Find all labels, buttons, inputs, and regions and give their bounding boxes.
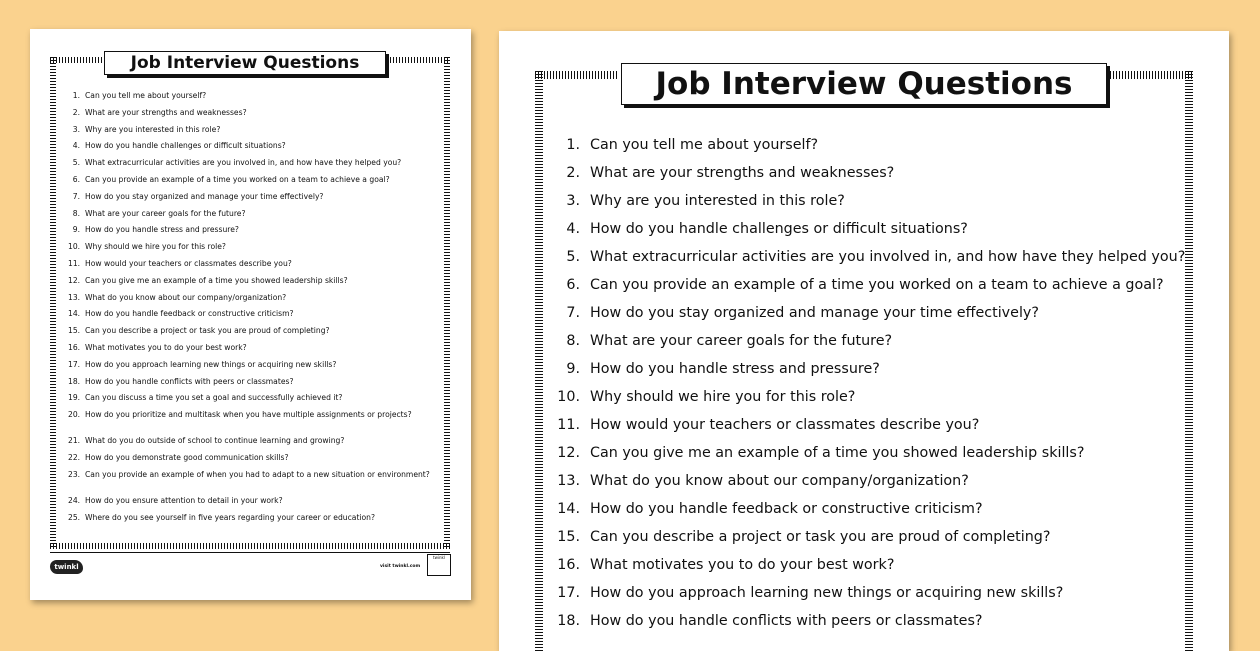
question-number: 4.	[566, 221, 580, 237]
border-left	[535, 71, 543, 651]
question-number: 18.	[557, 613, 580, 629]
question-item	[554, 583, 1204, 611]
question-text: Can you discuss a time you set a goal and successfully achieved it?	[85, 393, 343, 403]
twinkl-logo: twinkl	[50, 560, 83, 574]
question-text: How do you approach learning new things or acquiring new skills?	[85, 359, 337, 369]
question-item	[554, 303, 1204, 331]
question-text: How do you ensure attention to detail in your work?	[85, 495, 283, 505]
question-text: What are your career goals for the future?	[590, 333, 893, 349]
question-item	[68, 393, 438, 410]
border-top	[1110, 71, 1193, 79]
question-item	[554, 611, 1204, 639]
question-item	[68, 192, 438, 209]
question-item	[68, 158, 438, 175]
question-text: What motivates you to do your best work?	[590, 557, 895, 573]
question-item	[68, 242, 438, 259]
question-item	[68, 470, 438, 496]
question-item	[68, 453, 438, 470]
question-text: Can you tell me about yourself?	[590, 137, 819, 153]
question-item	[68, 377, 438, 394]
question-number: 3.	[72, 124, 80, 134]
question-number: 7.	[72, 191, 80, 201]
question-number: 15.	[557, 529, 580, 545]
question-item	[68, 326, 438, 343]
question-number: 6.	[566, 277, 580, 293]
question-number: 1.	[566, 137, 580, 153]
question-text: Can you give me an example of a time you showed leadership skills?	[85, 275, 348, 285]
question-number: 13.	[68, 292, 81, 302]
question-text: How would your teachers or classmates describe you?	[85, 258, 292, 268]
question-text: Why are you interested in this role?	[85, 124, 221, 134]
question-number: 3.	[566, 193, 580, 209]
question-item	[554, 359, 1204, 387]
question-text: What are your strengths and weaknesses?	[85, 107, 247, 117]
question-item	[554, 331, 1204, 359]
question-number: 2.	[566, 165, 580, 181]
question-number: 10.	[68, 242, 81, 252]
question-item	[554, 219, 1204, 247]
question-text: How do you approach learning new things or acquiring new skills?	[590, 585, 1064, 601]
question-number: 17.	[557, 585, 580, 601]
question-text: How do you handle challenges or difficult situations?	[590, 221, 968, 237]
question-text: How do you stay organized and manage your time effectively?	[590, 305, 1039, 321]
question-list	[68, 91, 438, 529]
question-number: 14.	[557, 501, 580, 517]
question-text: Can you provide an example of when you had to adapt to a new situation or environment?	[85, 469, 430, 479]
border-right	[444, 57, 450, 549]
question-number: 5.	[72, 158, 80, 168]
worksheet-preview[interactable]	[499, 31, 1229, 651]
question-item	[554, 443, 1204, 471]
question-item	[554, 387, 1204, 415]
question-text: How do you handle stress and pressure?	[85, 225, 239, 235]
question-number: 10.	[557, 389, 580, 405]
question-item	[554, 415, 1204, 443]
badge-icon: twinkl	[427, 554, 451, 576]
question-number: 12.	[68, 275, 81, 285]
question-text: Why should we hire you for this role?	[590, 389, 856, 405]
question-item	[68, 360, 438, 377]
question-list	[554, 135, 1204, 639]
question-number: 11.	[557, 417, 580, 433]
question-text: What are your career goals for the future?	[85, 208, 246, 218]
question-text: How do you handle challenges or difficult situations?	[85, 141, 286, 151]
border-top	[390, 57, 450, 63]
footer-divider	[50, 552, 450, 553]
question-item	[554, 135, 1204, 163]
question-number: 24.	[68, 495, 81, 505]
border-bottom	[50, 543, 450, 549]
question-item	[68, 436, 438, 453]
question-number: 22.	[68, 452, 81, 462]
question-item	[68, 309, 438, 326]
question-text: How do you handle feedback or constructive criticism?	[85, 309, 294, 319]
question-item	[554, 275, 1204, 303]
question-text: Can you provide an example of a time you worked on a team to achieve a goal?	[590, 277, 1164, 293]
question-item	[68, 496, 438, 513]
question-item	[68, 108, 438, 125]
question-item	[68, 276, 438, 293]
question-text: How do you stay organized and manage your time effectively?	[85, 191, 324, 201]
question-text: How do you prioritize and multitask when you have multiple assignments or projects?	[85, 410, 412, 420]
question-number: 5.	[566, 249, 580, 265]
border-top	[535, 71, 619, 79]
question-item	[554, 191, 1204, 219]
question-text: What extracurricular activities are you involved in, and how have they helped you?	[590, 249, 1186, 265]
question-item	[68, 141, 438, 158]
question-text: Can you provide an example of a time you worked on a team to achieve a goal?	[85, 174, 390, 184]
question-item	[68, 410, 438, 436]
question-number: 16.	[557, 557, 580, 573]
question-text: How would your teachers or classmates describe you?	[590, 417, 980, 433]
question-text: How do you handle feedback or constructive criticism?	[590, 501, 983, 517]
question-number: 21.	[68, 436, 81, 446]
question-item	[68, 225, 438, 242]
question-number: 9.	[566, 361, 580, 377]
question-number: 23.	[68, 469, 81, 479]
question-item	[554, 499, 1204, 527]
question-item	[68, 209, 438, 226]
question-text: How do you handle stress and pressure?	[590, 361, 880, 377]
question-number: 2.	[72, 107, 80, 117]
question-number: 7.	[566, 305, 580, 321]
question-item	[68, 513, 438, 530]
question-number: 4.	[72, 141, 80, 151]
question-item	[554, 555, 1204, 583]
page-title: Job Interview Questions	[104, 51, 386, 75]
question-number: 1.	[72, 91, 80, 100]
question-text: What do you know about our company/organization?	[85, 292, 287, 302]
question-number: 18.	[68, 376, 81, 386]
question-text: How do you handle conflicts with peers or classmates?	[85, 376, 294, 386]
question-item	[554, 527, 1204, 555]
question-text: Why are you interested in this role?	[590, 193, 845, 209]
question-text: What motivates you to do your best work?	[85, 342, 247, 352]
question-text: How do you handle conflicts with peers or classmates?	[590, 613, 983, 629]
question-number: 13.	[557, 473, 580, 489]
border-left	[50, 57, 56, 549]
question-text: What are your strengths and weaknesses?	[590, 165, 895, 181]
page-title: Job Interview Questions	[621, 63, 1107, 105]
question-item	[554, 163, 1204, 191]
question-text: How do you demonstrate good communication skills?	[85, 452, 289, 462]
visit-link: visit twinkl.com	[380, 564, 421, 569]
question-number: 11.	[68, 258, 81, 268]
question-number: 9.	[72, 225, 80, 235]
question-item	[68, 343, 438, 360]
question-number: 14.	[68, 309, 81, 319]
question-text: What do you know about our company/organization?	[590, 473, 969, 489]
question-number: 8.	[72, 208, 80, 218]
question-number: 8.	[566, 333, 580, 349]
border-top	[50, 57, 104, 63]
question-text: Can you describe a project or task you are proud of completing?	[590, 529, 1051, 545]
question-text: Can you tell me about yourself?	[85, 91, 207, 100]
question-text: Can you describe a project or task you are proud of completing?	[85, 326, 330, 336]
question-number: 12.	[557, 445, 580, 461]
question-number: 25.	[68, 512, 81, 522]
question-text: What extracurricular activities are you involved in, and how have they helped you?	[85, 158, 402, 168]
question-number: 15.	[68, 326, 81, 336]
question-item	[554, 247, 1204, 275]
question-item	[68, 259, 438, 276]
question-item	[554, 471, 1204, 499]
question-number: 17.	[68, 359, 81, 369]
question-text: What do you do outside of school to continue learning and growing?	[85, 436, 345, 446]
question-text: Can you give me an example of a time you showed leadership skills?	[590, 445, 1085, 461]
question-item	[68, 125, 438, 142]
question-number: 6.	[72, 174, 80, 184]
question-item	[68, 293, 438, 310]
question-text: Where do you see yourself in five years regarding your career or education?	[85, 512, 376, 522]
question-number: 16.	[68, 342, 81, 352]
question-number: 19.	[68, 393, 81, 403]
question-item	[68, 175, 438, 192]
question-number: 20.	[68, 410, 81, 420]
question-text: Why should we hire you for this role?	[85, 242, 226, 252]
worksheet-thumbnail[interactable]	[30, 29, 471, 600]
question-item	[68, 91, 438, 108]
